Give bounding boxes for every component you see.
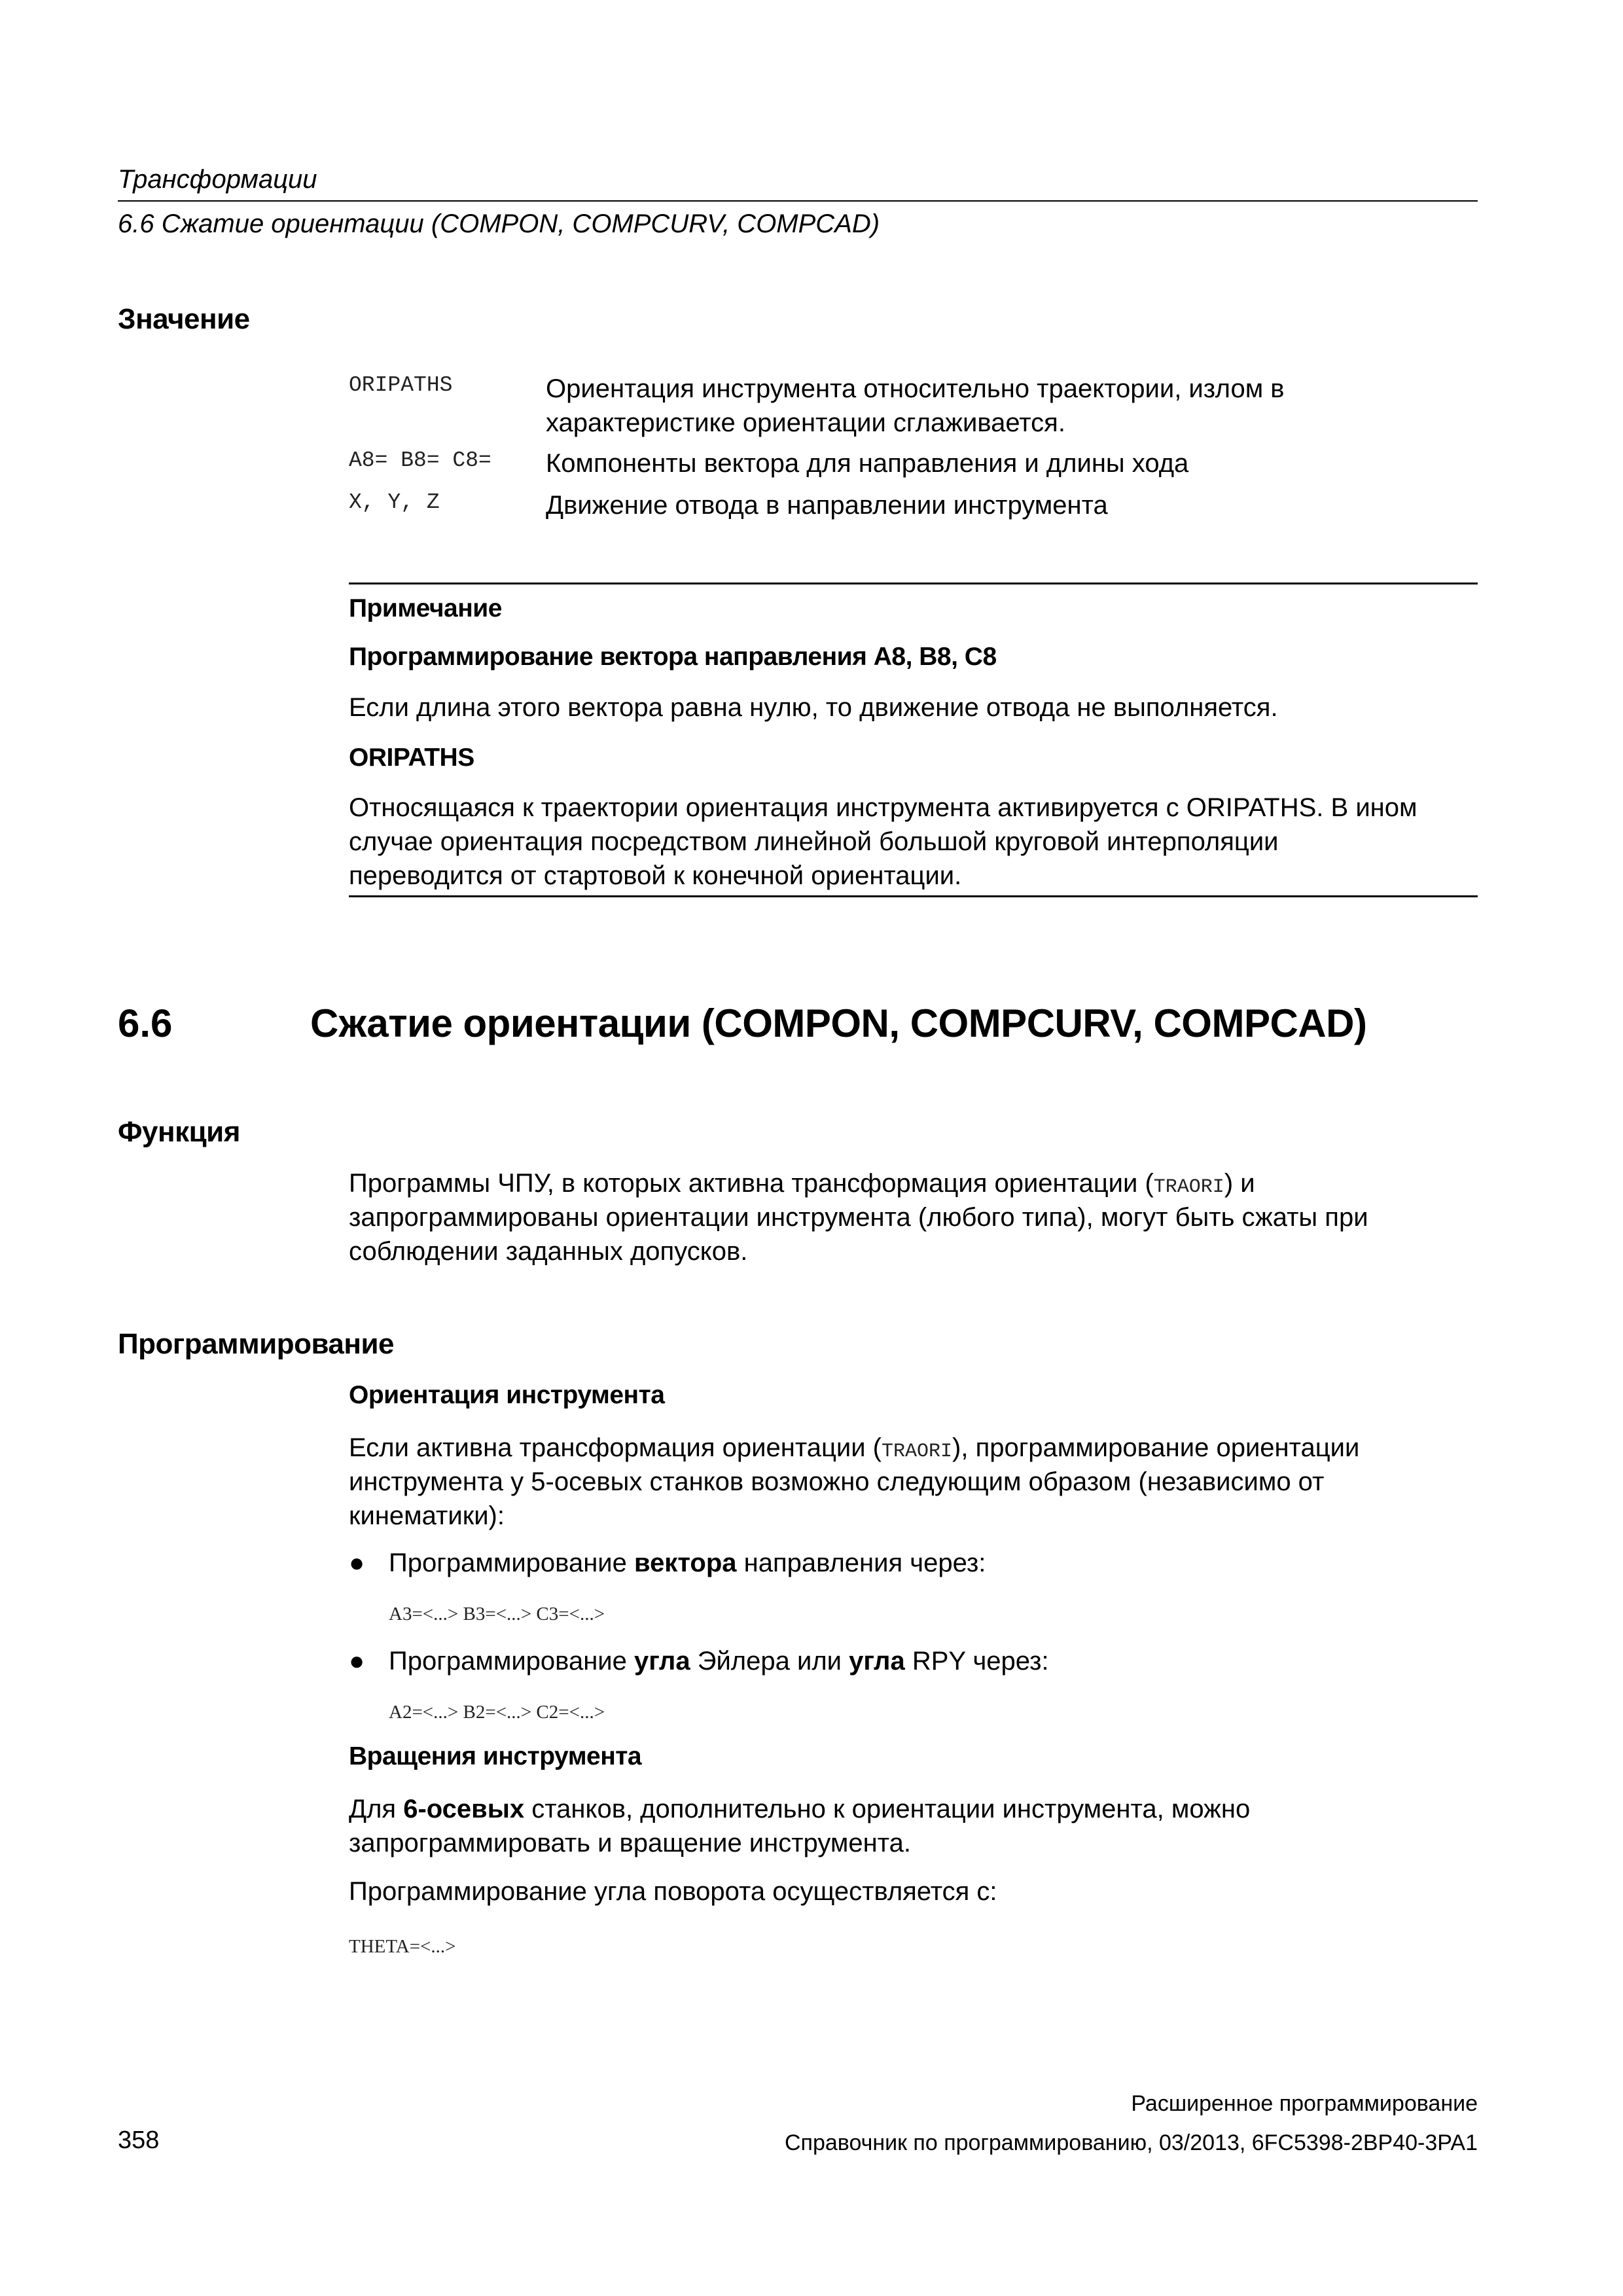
function-text-line3: соблюдении заданных допусков. bbox=[349, 1237, 748, 1266]
page-number: 358 bbox=[118, 2126, 160, 2154]
function-text-post: ) и bbox=[1224, 1169, 1255, 1198]
param-oripaths-desc-line1: Ориентация инструмента относительно траектории, излом в bbox=[546, 374, 1285, 403]
orientation-text-line3: кинематики): bbox=[349, 1501, 505, 1530]
bullet-1-post: направления через: bbox=[736, 1549, 986, 1577]
rotation-text-bold: 6-осевых bbox=[403, 1795, 525, 1823]
footer-book-title: Расширенное программирование bbox=[1131, 2091, 1478, 2116]
note-subheading-vector: Программирование вектора направления A8, B8, C8 bbox=[349, 643, 997, 671]
function-heading: Функция bbox=[118, 1116, 240, 1148]
note-text-oripaths-line3: переводится от стартовой к конечной ориентации. bbox=[349, 861, 962, 890]
traori-code: TRAORI bbox=[1153, 1176, 1224, 1198]
running-header-section: 6.6 Сжатие ориентации (COMPON, COMPCURV, COMPCAD) bbox=[118, 209, 880, 238]
bullet-2-pre: Программирование bbox=[389, 1647, 634, 1676]
bullet-1-bold: вектора bbox=[634, 1549, 737, 1577]
bullet-2-post: RPY через: bbox=[904, 1647, 1049, 1676]
orientation-text-post: ), программирование ориентации bbox=[952, 1433, 1360, 1462]
note-text-oripaths-line2: случае ориентация посредством линейной большой круговой интерполяции bbox=[349, 827, 1279, 856]
code-theta: THETA=<...> bbox=[349, 1936, 456, 1957]
section-number: 6.6 bbox=[118, 1001, 173, 1045]
bullet-2-bold-2: угла bbox=[849, 1647, 905, 1676]
programming-heading: Программирование bbox=[118, 1328, 394, 1360]
bullet-1-text bbox=[389, 1546, 1475, 1580]
bullet-2-bold-1: угла bbox=[634, 1647, 690, 1676]
function-text-pre: Программы ЧПУ, в которых активна трансформация ориентации ( bbox=[349, 1169, 1154, 1198]
orientation-text-line1 bbox=[349, 1431, 1478, 1469]
running-header-chapter: Трансформации bbox=[118, 165, 317, 194]
function-text-line2: запрограммированы ориентации инструмента (любого типа), могут быть сжаты при bbox=[349, 1203, 1368, 1232]
orientation-text-line2: инструмента у 5-осевых станков возможно следующим образом (независимо от bbox=[349, 1467, 1325, 1496]
rotation-text-post: станков, дополнительно к ориентации инструмента, можно bbox=[524, 1795, 1251, 1823]
function-text-line1 bbox=[349, 1166, 1478, 1204]
param-xyz-desc: Движение отвода в направлении инструмента bbox=[546, 491, 1108, 520]
rotation-text-pre: Для bbox=[349, 1795, 404, 1823]
code-vector: A3=<...> B3=<...> C3=<...> bbox=[389, 1604, 605, 1624]
footer-reference: Справочник по программированию, 03/2013, 6FC5398-2BP40-3PA1 bbox=[785, 2130, 1478, 2155]
code-angle: A2=<...> B2=<...> C2=<...> bbox=[389, 1702, 605, 1723]
note-text-vector: Если длина этого вектора равна нулю, то движение отвода не выполняется. bbox=[349, 693, 1278, 722]
note-subheading-oripaths: ORIPATHS bbox=[349, 744, 474, 772]
bullet-2-text bbox=[389, 1644, 1475, 1678]
param-xyz: X, Y, Z bbox=[349, 490, 440, 514]
traori-code-2: TRAORI bbox=[881, 1441, 953, 1463]
note-title: Примечание bbox=[349, 594, 502, 622]
rotation-angle-text: Программирование угла поворота осуществляется с: bbox=[349, 1877, 997, 1906]
note-text-oripaths-line1: Относящаяся к траектории ориентация инструмента активируется с ORIPATHS. В ином bbox=[349, 793, 1418, 822]
bullet-2-dot: ● bbox=[349, 1647, 365, 1676]
tool-rotation-subheading: Вращения инструмента bbox=[349, 1742, 642, 1770]
bullet-1-pre: Программирование bbox=[389, 1549, 634, 1577]
note-top-rule bbox=[349, 583, 1478, 584]
section-title: Сжатие ориентации (COMPON, COMPCURV, COMPCAD) bbox=[310, 1001, 1367, 1045]
note-bottom-rule bbox=[349, 895, 1478, 897]
tool-orientation-subheading: Ориентация инструмента bbox=[349, 1381, 665, 1409]
param-abc8-desc: Компоненты вектора для направления и длины хода bbox=[546, 449, 1189, 478]
rotation-text-line2: запрограммировать и вращение инструмента. bbox=[349, 1829, 911, 1857]
param-abc8: A8= B8= C8= bbox=[349, 448, 491, 473]
param-oripaths: ORIPATHS bbox=[349, 373, 453, 397]
bullet-2-mid: Эйлера или bbox=[690, 1647, 849, 1676]
header-divider bbox=[118, 200, 1478, 202]
rotation-text-line1 bbox=[349, 1792, 1478, 1826]
orientation-text-pre: Если активна трансформация ориентации ( bbox=[349, 1433, 882, 1462]
param-oripaths-desc-line2: характеристике ориентации сглаживается. bbox=[546, 408, 1065, 437]
meaning-heading: Значение bbox=[118, 303, 250, 335]
bullet-1-dot: ● bbox=[349, 1549, 365, 1577]
